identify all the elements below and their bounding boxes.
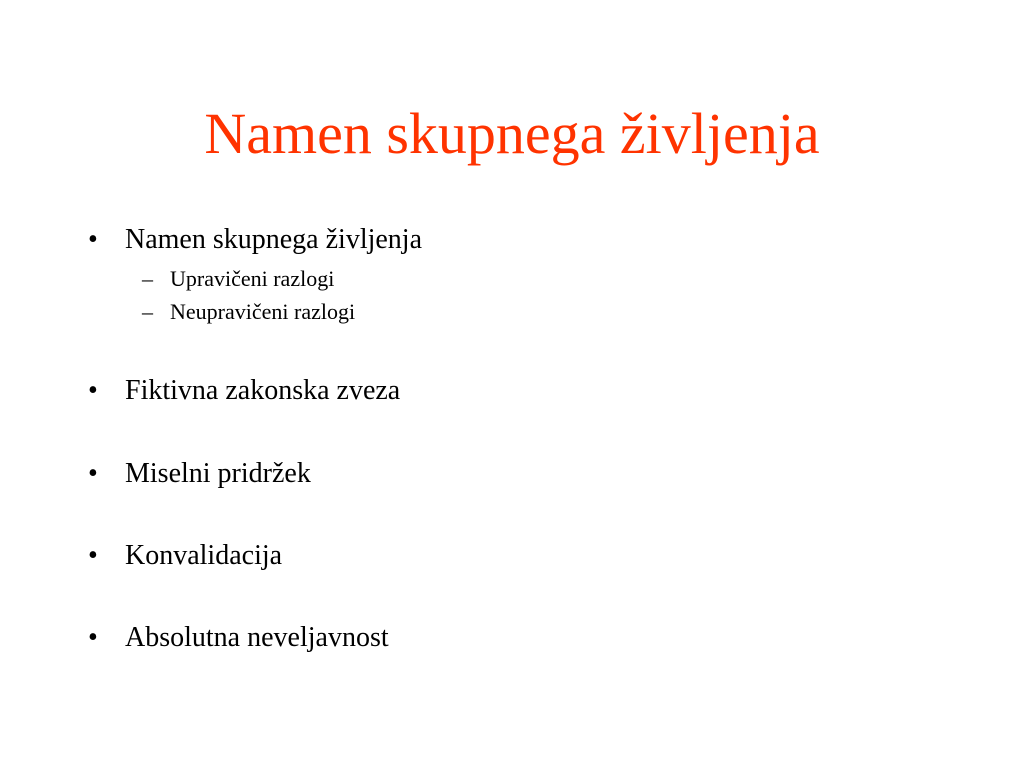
bullet-text: Konvalidacija <box>125 540 283 571</box>
bullet-item <box>88 622 389 654</box>
bullet-item <box>88 375 400 407</box>
bullet-marker: • <box>88 622 98 653</box>
bullet-text: Fiktivna zakonska zveza <box>125 375 401 406</box>
sub-bullet-item <box>142 299 355 325</box>
bullet-item <box>88 540 282 572</box>
bullet-marker: • <box>88 375 98 406</box>
bullet-text: Namen skupnega življenja <box>125 224 423 255</box>
dash-marker: – <box>142 266 153 291</box>
bullet-item <box>88 458 311 490</box>
bullet-marker: • <box>88 540 98 571</box>
bullet-item <box>88 224 422 256</box>
slide-title: Namen skupnega življenja <box>204 101 820 166</box>
bullet-marker: • <box>88 458 98 489</box>
sub-bullet-item <box>142 266 334 292</box>
dash-marker: – <box>142 299 153 324</box>
sub-bullet-text: Neupravičeni razlogi <box>170 299 356 324</box>
bullet-marker: • <box>88 224 98 255</box>
bullet-text: Miselni pridržek <box>125 458 311 489</box>
bullet-text: Absolutna neveljavnost <box>125 622 389 653</box>
sub-bullet-text: Upravičeni razlogi <box>170 266 335 291</box>
